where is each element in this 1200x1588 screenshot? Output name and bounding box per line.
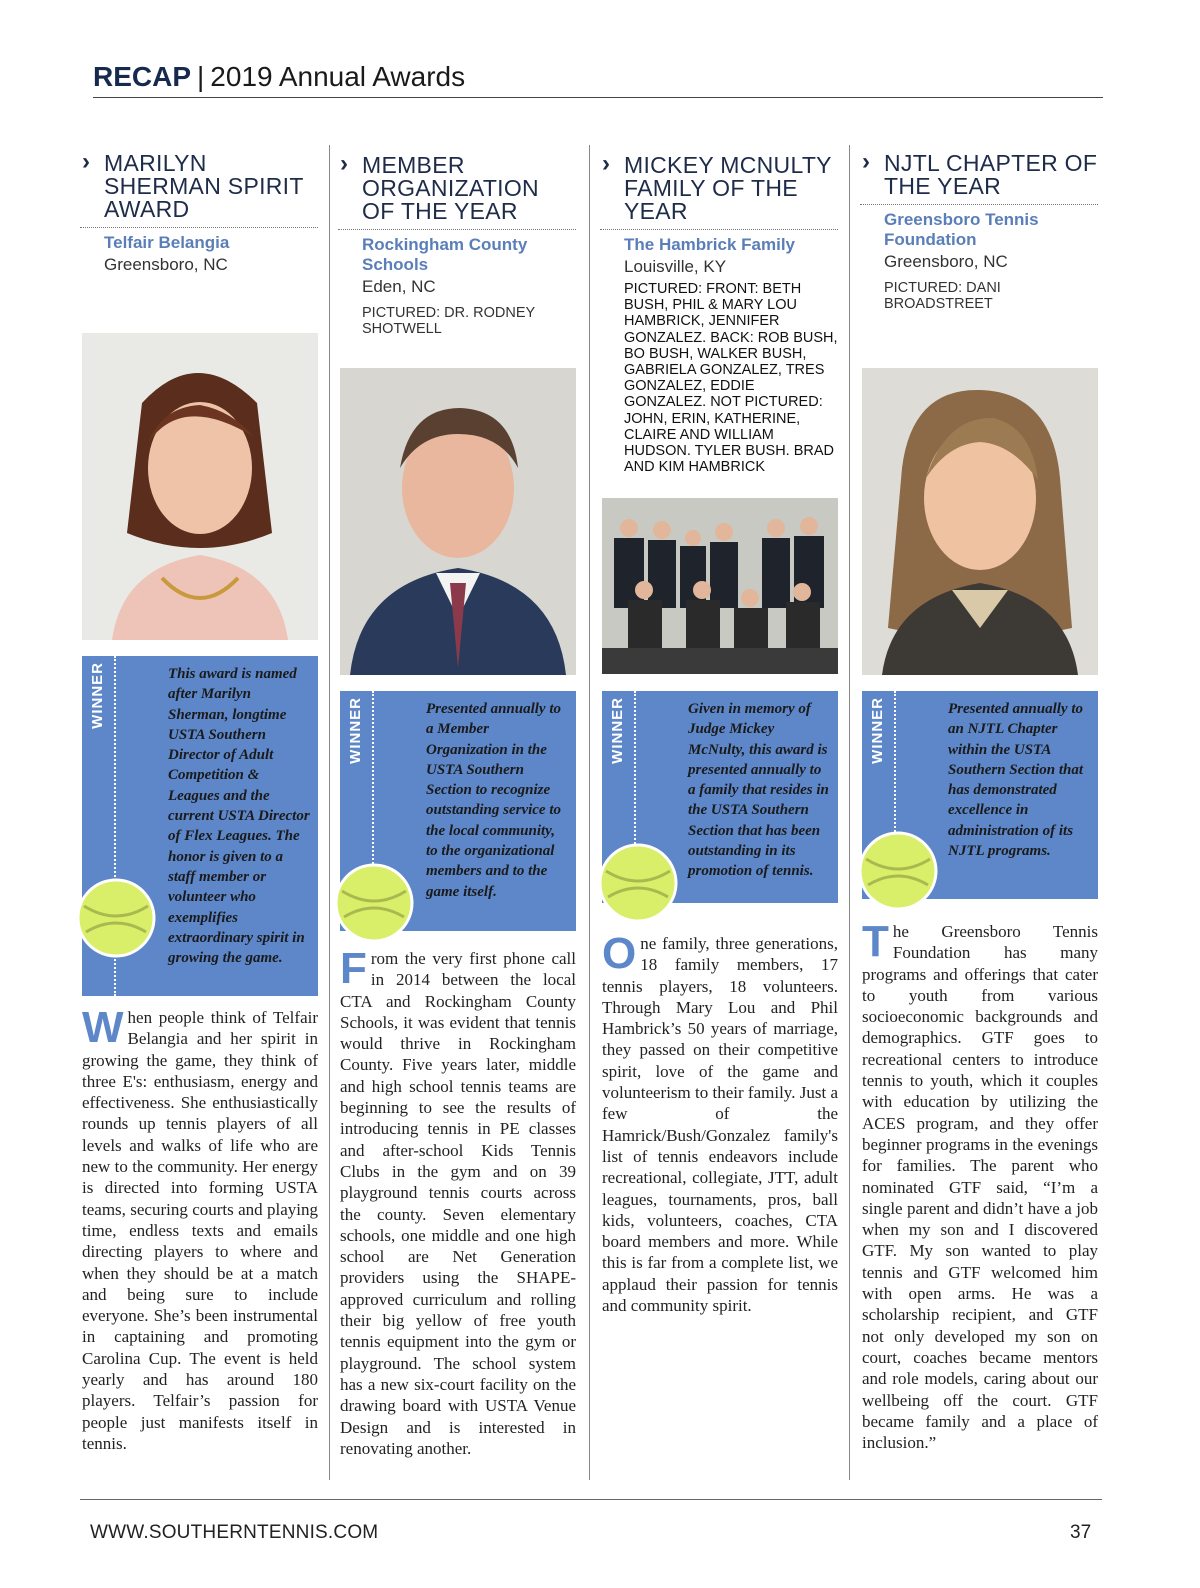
article-body [862,917,1098,1453]
winner-name: Telfair Belangia [104,233,230,252]
award-title: › MICKEY MCNULTY FAMILY OF THE YEAR [602,150,832,224]
winner-photo [340,368,576,675]
header-separator: | [197,61,205,92]
photo-caption: PICTURED: DR. RODNEY SHOTWELL [362,305,535,337]
winner-location: Eden, NC [362,277,436,296]
winner-description-box [862,691,1098,899]
dropcap: O [602,929,637,978]
article-text: he Greensboro Tennis Foundation has many programs and offerings that cater to youth from various socioeconomic backgrounds and demographics. GTF goes to recreational centers to introduce tennis to youth, which it couples with education by utilizing the ACES program, and they offer beginner programs in the evenings for families. The parent who nominated GTF said, “I’m a single parent and didn’t have a job when my son and I discovered GTF. My son wanted to play tennis and GTF welcomed him with open arms. He was a scholarship recipient, and GTF not only developed my son on court, coaches became mentors and role models, caring about our wellbeing off the court. GTF became family and a place of inclusion.” [862,922,1098,1453]
award-description: Given in memory of Judge Mickey McNulty, this award is presented annually to a family that resides in the USTA Southern Section that has been outstanding in its promotion of tennis. [688,701,829,880]
winner-location: Greensboro, NC [884,252,1008,271]
winner-name: The Hambrick Family [624,235,796,254]
article-text: rom the very first phone call in 2014 between the local CTA and Rockingham County Schools, it was evident that tennis would thrive in Rockingham County. Five years later, middle and high school tennis teams are beginning to see the results of introducing tennis in PE classes and after-school Kids Tennis Clubs in the gym and on 39 playground tennis courts across the county. Seven elementary schools, one middle and one high school are Net Generation providers using the SHAPE-approved curriculum and rolling their big yellow of free youth tennis equipment into the gym or playground. The school system has a new six-court facility on the drawing board with USTA Venue Design and is interested in renovating another. [340,949,576,1458]
dropcap: W [82,1003,124,1052]
tennis-ball-icon [858,831,938,911]
winner-name: Greensboro Tennis Foundation [884,210,1039,249]
divider [338,229,576,230]
article-body [82,1003,318,1454]
winner-photo [82,333,318,640]
column-divider [589,145,590,1480]
divider [80,227,318,228]
winner-description-box [340,691,576,931]
dropcap: F [340,944,367,993]
column-divider [849,145,850,1480]
footer-divider [80,1499,1102,1500]
photo-caption: PICTURED: DANI BROADSTREET [884,280,1001,312]
page-header [93,58,1103,98]
winner-label: WINNER [89,662,106,729]
article-body [340,944,576,1459]
winner-photo [862,368,1098,675]
award-description: Presented annually to an NJTL Chapter within the USTA Southern Section that has demonstrated excellence in administration of its NJTL programs. [948,701,1084,860]
photo-caption: PICTURED: FRONT: BETH BUSH, PHIL & MARY LOU HAMBRICK, JENNIFER GONZALEZ. BACK: ROB BUSH, BO BUSH, WALKER BUSH, GABRIELA GONZALEZ, TRES GONZALEZ, EDDIE GONZALEZ. NOT PICTURED: JOHN, ERIN, KATHERINE, CLAIRE AND WILLIAM HUDSON. TYLER BUSH. BRAD AND KIM HAMBRICK [624,281,838,476]
award-column-family [600,140,838,1496]
divider [600,229,838,230]
chevron-right-icon: › [862,148,871,175]
award-title: › MARILYN SHERMAN SPIRIT AWARD [82,148,304,222]
divider [860,204,1098,205]
column-divider [329,145,330,1480]
winner-location: Louisville, KY [624,257,727,276]
winner-description-box [602,691,838,903]
award-description: This award is named after Marilyn Sherman, longtime USTA Southern Director of Adult Competition & Leagues and the current USTA Director of Flex Leagues. The honor is given to a staff member or volunteer who exemplifies extraordinary spirit in growing the game. [168,666,310,967]
award-column-njtl [860,140,1098,1496]
page-number: 37 [1070,1522,1092,1543]
tennis-ball-icon [334,863,414,943]
winner-name: Rockingham County Schools [362,235,528,274]
header-section: RECAP [93,61,192,92]
award-column-spirit [80,140,318,1496]
footer-website[interactable]: WWW.SOUTHERNTENNIS.COM [90,1522,379,1543]
chevron-right-icon: › [340,150,349,177]
header-subtitle: 2019 Annual Awards [210,61,466,92]
tennis-ball-icon [598,843,678,923]
article-body [602,929,838,1316]
award-title: › NJTL CHAPTER OF THE YEAR [862,148,1098,199]
header-title [93,58,1103,96]
article-text: hen people think of Telfair Belangia and her spirit in growing the game, they think of three E's: enthusiasm, energy and effectiveness. She enthusiastically rounds up tennis players of all levels and walks of life who are new to the community. Her energy is directed into forming USTA teams, securing courts and playing time, endless texts and emails directing players to where and when they should be at a match and being sure to include everyone. She’s been instrumental in captaining and promoting Carolina Cup. The event is held yearly and has around 180 players. Telfair’s passion for people just manifests itself in tennis. [82,1008,318,1453]
tennis-ball-icon [76,878,156,958]
winner-label: WINNER [347,697,364,764]
award-description: Presented annually to a Member Organization in the USTA Southern Section to recognize outstanding service to the local community, to the organizational members and to the game itself. [426,701,562,900]
winner-label: WINNER [869,697,886,764]
award-title: › MEMBER ORGANIZATION OF THE YEAR [340,150,539,224]
article-text: ne family, three generations, 18 family members, 17 tennis players, 18 volunteers. Through Mary Lou and Phil Hambrick’s 50 years of marriage, they passed on their competitive spirit, love of the game and volunteerism to their family. Just a few of the Hamrick/Bush/Gonzalez family's list of tennis endeavors include recreational, collegiate, JTT, adult leagues, tournaments, pros, ball kids, volunteers, coaches, CTA board members and more. While this is far from a complete list, we applaud their passion for tennis and community spirit. [602,934,838,1316]
award-column-member-org [338,140,576,1496]
winner-label: WINNER [609,697,626,764]
dropcap: T [862,917,889,966]
chevron-right-icon: › [82,148,91,175]
winner-location: Greensboro, NC [104,255,228,274]
winner-description-box [82,656,318,996]
winner-photo [602,498,838,674]
chevron-right-icon: › [602,150,611,177]
